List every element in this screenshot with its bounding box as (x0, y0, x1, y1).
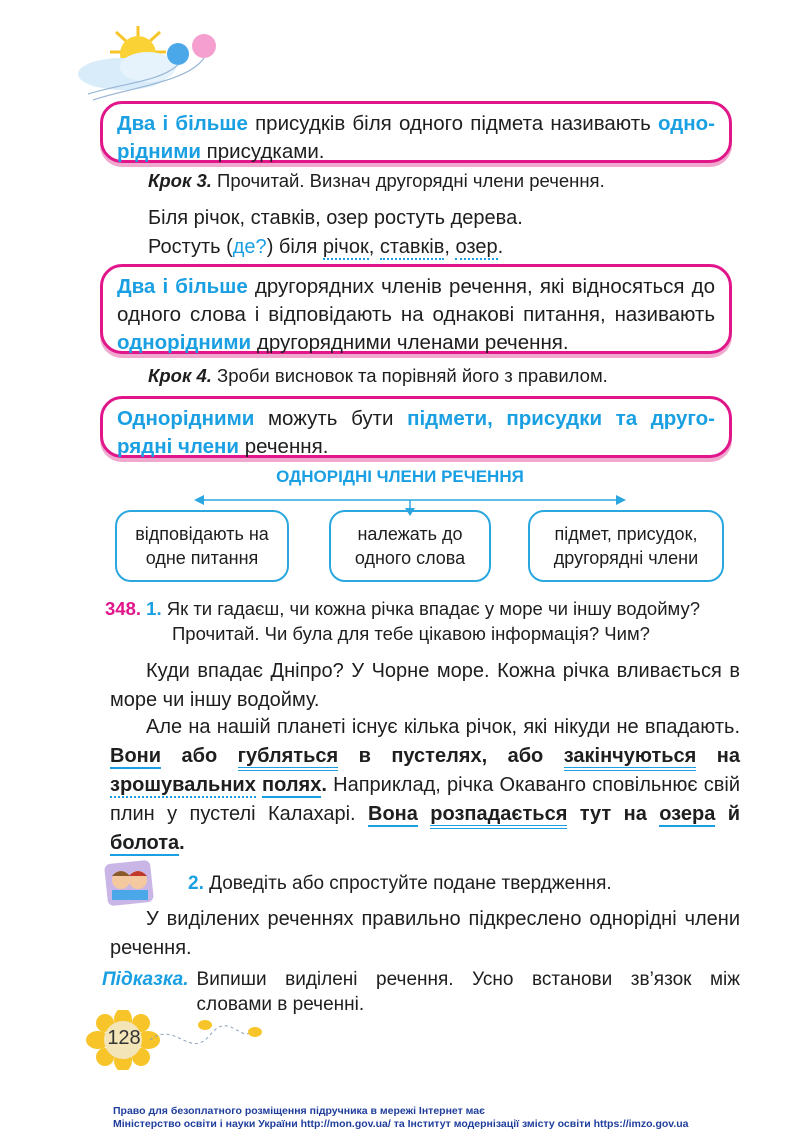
sun-cloud-balloons-decoration (68, 22, 238, 112)
rule-homogeneous-secondary-members: Два і більше другорядних членів речення, які відносяться до одного слова і відповідають на однакові питання, називають однорідними другорядними членами речення. (100, 264, 732, 354)
scheme-box-word: належать до одного слова (329, 510, 491, 582)
step-4: Крок 4. Зроби висновок та порівняй його з правилом. (148, 365, 608, 386)
scheme-title: ОДНОРІДНІ ЧЛЕНИ РЕЧЕННЯ (276, 467, 524, 486)
scheme-box-question: відповідають на одне питання (115, 510, 289, 582)
pair-work-icon (104, 858, 156, 908)
step-3: Крок 3. Прочитай. Визнач другорядні члени речення. (148, 170, 605, 191)
page-number: 128 (107, 1027, 141, 1049)
rule-homogeneous-summary: Однорідними можуть бути підмети, присудки та другорядні члени речення. (100, 396, 732, 458)
rule-homogeneous-predicates: Два і більше присудків біля одного підмета називають однорідними присудками. (100, 101, 732, 163)
hint: Підказка. Випиши виділені речення. Усно встанови зв’язок між словами в реченні. (102, 969, 740, 1015)
task-2: 2. Доведіть або спростуйте подане твердження. (188, 873, 612, 894)
copyright-footer: Право для безоплатного розміщення підручника в мережі Інтернет має Міністерство освіти і науки України http://mon.gov.ua/ та Інститут модернізації змісту освіти https://imzo.gov.ua (113, 1105, 689, 1130)
claim-text: У виділених реченнях правильно підкреслено однорідні члени речення. (110, 908, 740, 959)
paragraph-dnipro: Куди впадає Дніпро? У Чорне море. Кожна річка вливається в море чи іншу водойму. (110, 660, 740, 711)
scheme-box-members: підмет, присудок, другорядні члени (528, 510, 724, 582)
paragraph-rivers: Але на нашій планеті існує кілька річок, які нікуди не впадають. Вони або губляться в пустелях, або закінчуються на зрошувальних полях. Наприклад, річка Окаванго сповільнює свій плин у пустелі Калахарі. Вона розпадається тут на озера й болота. (110, 716, 741, 854)
exercise-348: 348. 1. Як ти гадаєш, чи кожна річка впадає у море чи іншу водойму? Прочитай. Чи була для тебе цікавою інформація? Чим? (105, 598, 701, 644)
example-sentence: Біля річок, ставків, озер ростуть дерева. Ростуть (де?) біля річок, ставків, озер. (148, 207, 523, 258)
